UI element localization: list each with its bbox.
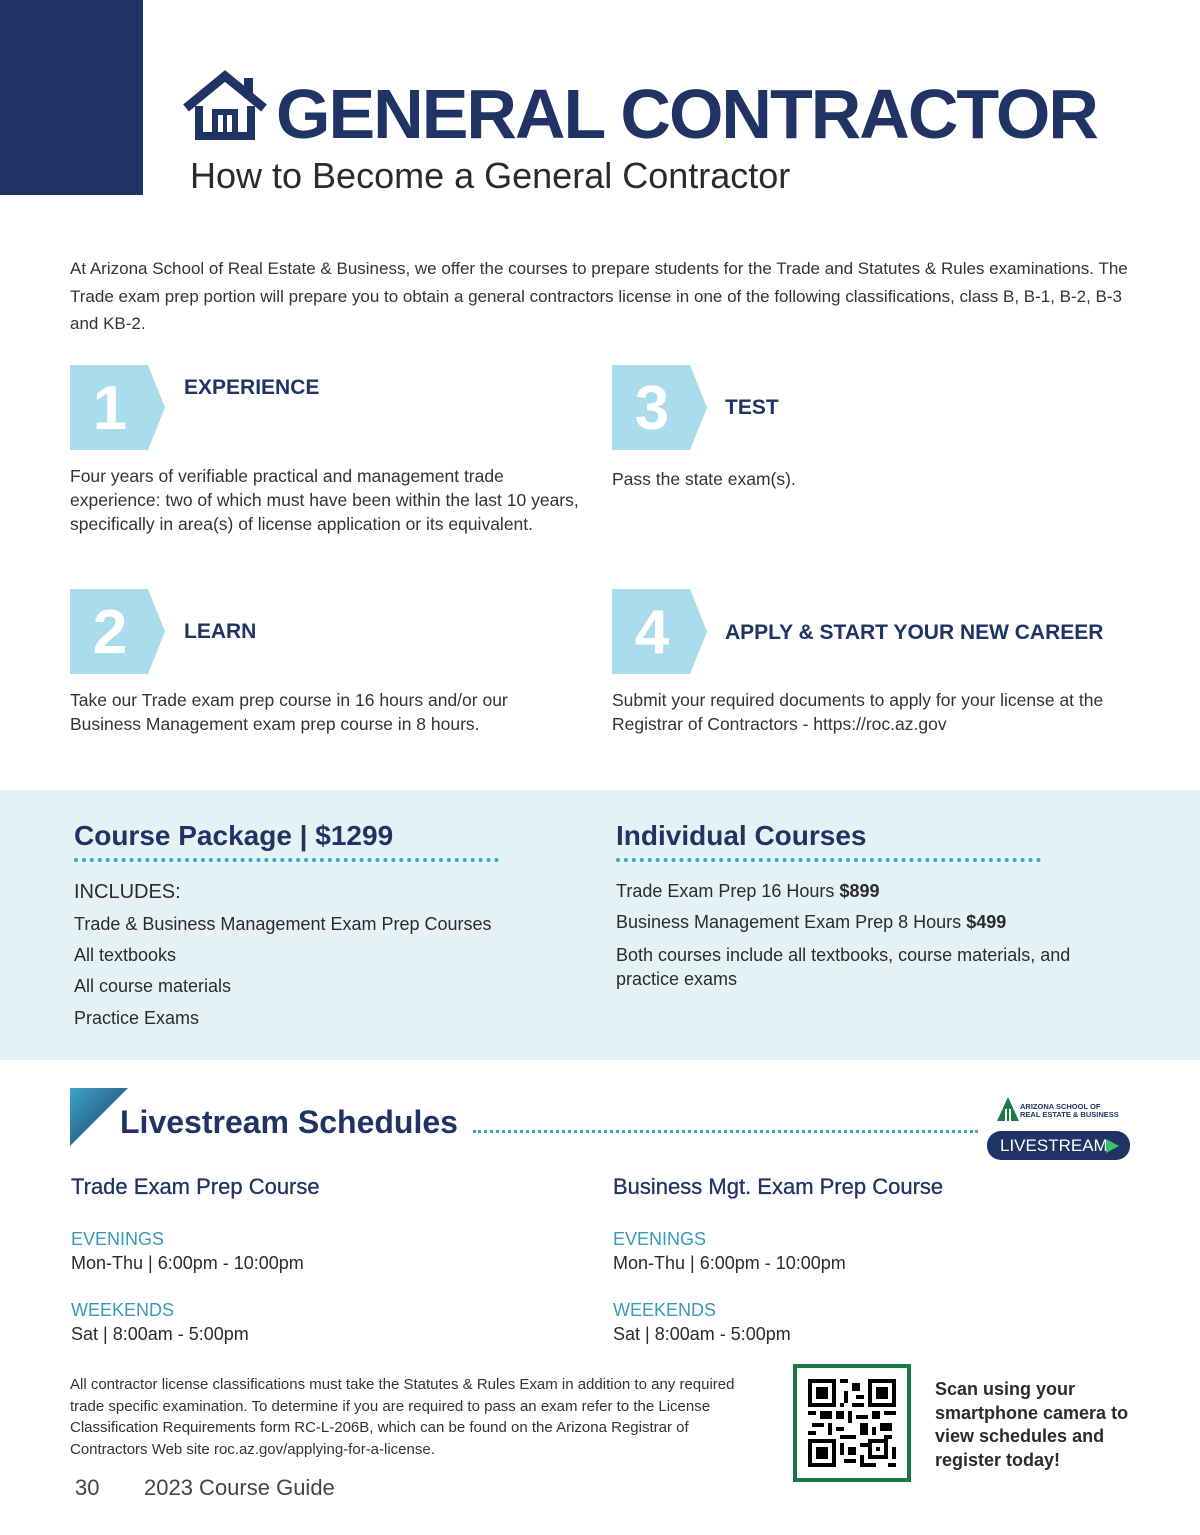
play-icon — [1106, 1139, 1119, 1153]
evenings-time: Mon-Thu | 6:00pm - 10:00pm — [71, 1253, 304, 1273]
step-2-badge — [70, 589, 165, 674]
package-divider — [74, 858, 499, 862]
course-name: Business Management Exam Prep 8 Hours — [616, 912, 962, 932]
livestream-divider — [473, 1130, 978, 1133]
step-3-number: 3 — [634, 374, 670, 443]
qr-code[interactable] — [793, 1364, 911, 1482]
qr-code-icon — [808, 1379, 896, 1467]
weekends-label: WEEKENDS — [71, 1300, 175, 1320]
step-2-number: 2 — [92, 598, 128, 667]
evenings-time: Mon-Thu | 6:00pm - 10:00pm — [613, 1253, 846, 1273]
school-logo-text: ARIZONA SCHOOL OF REAL ESTATE & BUSINESS — [1020, 1102, 1119, 1119]
step-4-badge — [612, 589, 707, 674]
step-2-title: LEARN — [184, 620, 257, 643]
school-logo-icon — [997, 1097, 1019, 1127]
page-number: 30 — [75, 1475, 100, 1500]
step-4-title: APPLY & START YOUR NEW CAREER — [725, 621, 1104, 644]
weekends-time: Sat | 8:00am - 5:00pm — [613, 1324, 791, 1344]
package-item: All textbooks — [74, 945, 177, 965]
individual-course — [616, 881, 880, 902]
step-1-title: EXPERIENCE — [184, 376, 320, 399]
package-item: Practice Exams — [74, 1008, 200, 1028]
guide-title: 2023 Course Guide — [144, 1475, 335, 1500]
weekends-time: Sat | 8:00am - 5:00pm — [71, 1324, 249, 1344]
house-icon — [182, 70, 268, 142]
livestream-badge: LIVESTREAM — [987, 1131, 1130, 1160]
page-subtitle: How to Become a General Contractor — [190, 155, 791, 196]
step-4-text: Submit your required documents to apply for your license at the Registrar of Contractors - https://roc.az.gov — [612, 690, 1104, 734]
step-3-text: Pass the state exam(s). — [612, 469, 796, 489]
evenings-label: EVENINGS — [71, 1229, 165, 1249]
step-3-title: TEST — [725, 396, 779, 419]
course-name: Trade Exam Prep 16 Hours — [616, 881, 835, 901]
intro-paragraph: At Arizona School of Real Estate & Business, we offer the courses to prepare students for the Trade and Statutes & Rules examinations. The Trade exam prep portion will prepare you to obtain a general contractors license in one of the following classifications, class B, B-1, B-2, B-3 and KB-2. — [70, 259, 1128, 333]
individual-course — [616, 912, 1006, 933]
package-item: Trade & Business Management Exam Prep Courses — [74, 914, 492, 934]
course-price: $499 — [966, 912, 1007, 932]
step-3-badge — [612, 365, 707, 450]
page-title: GENERAL CONTRACTOR — [276, 75, 1097, 153]
course-price: $899 — [839, 881, 880, 901]
individual-heading: Individual Courses — [616, 820, 867, 851]
package-includes-label: INCLUDES: — [74, 881, 181, 903]
step-2-text: Take our Trade exam prep course in 16 hours and/or our Business Management exam prep course in 8 hours. — [70, 690, 508, 734]
package-heading: Course Package | $1299 — [74, 820, 394, 851]
step-1-badge — [70, 365, 165, 450]
step-1-text: Four years of verifiable practical and management trade experience: two of which must have been within the last 10 years, specifically in area(s) of license application or its equivalent. — [70, 466, 579, 534]
package-item: All course materials — [74, 976, 232, 996]
footnote: All contractor license classifications must take the Statutes & Rules Exam in addition to any required trade specific examination. To determine if you are required to pass an exam refer to the License Classification Requirements form RC-L-206B, which can be found on the Arizona Registrar of Contractors Web site roc.az.gov/applying-for-a-license. — [70, 1376, 735, 1458]
step-4-number: 4 — [634, 598, 670, 667]
scan-instructions: Scan using your smartphone camera to view schedules and register today! — [935, 1379, 1129, 1470]
evenings-label: EVENINGS — [613, 1229, 707, 1249]
individual-divider — [616, 858, 1041, 862]
trade-course-title: Trade Exam Prep Course — [71, 1174, 320, 1199]
corner-block — [0, 0, 143, 195]
weekends-label: WEEKENDS — [613, 1300, 717, 1320]
livestream-heading: Livestream Schedules — [120, 1104, 458, 1140]
step-1-number: 1 — [92, 374, 128, 443]
business-course-title: Business Mgt. Exam Prep Course — [613, 1174, 944, 1199]
individual-note: Both courses include all textbooks, course materials, and practice exams — [616, 945, 1071, 989]
